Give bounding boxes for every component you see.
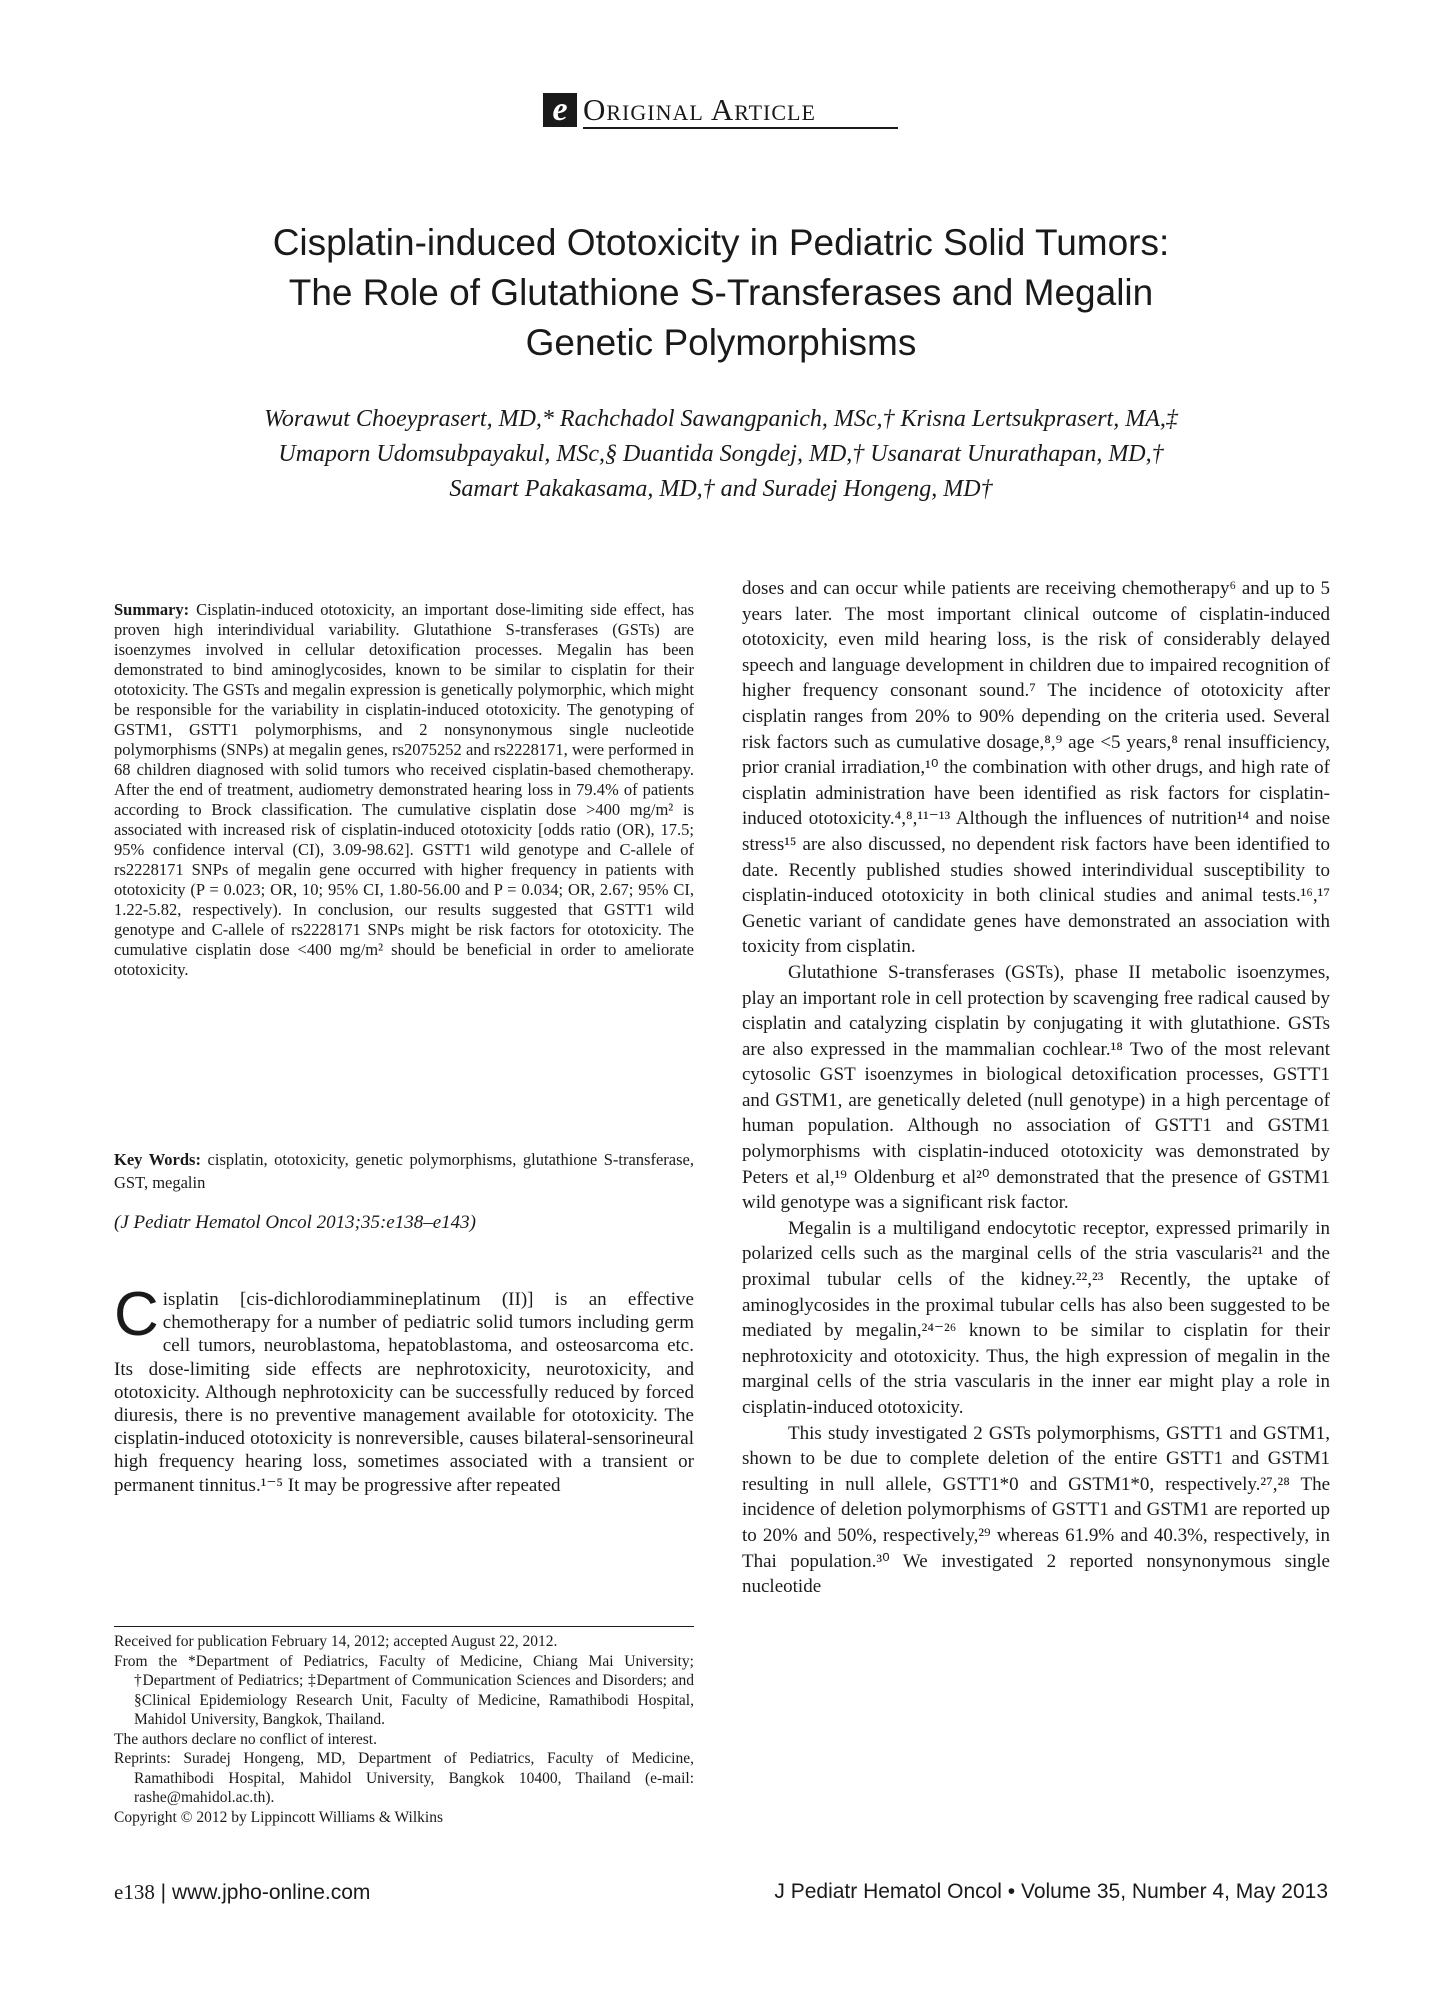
body-paragraph: Glutathione S-transferases (GSTs), phase II metabolic isoenzymes, play an important role in cell protection by scavenging free radical caused by cisplatin and catalyzing cisplatin by conjugating it with glutathione. GSTs are also expressed in the mammalian cochlear.¹⁸ Two of the most relevant cytosolic GST isoenzymes in biological detoxification processes, GSTT1 and GSTM1, are genetically deleted (null genotype) in a high percentage of human population. Although no association of GSTT1 and GSTM1 polymorphisms with cisplatin-induced ototoxicity was demonstrated by Peters et al,¹⁹ Oldenburg et al²⁰ demonstrated that the presence of GSTM1 wild genotype was a significant risk factor. [742, 961, 1330, 1214]
footnotes [114, 1632, 694, 1827]
section-rule [583, 127, 898, 129]
footnote-affiliations: From the *Department of Pediatrics, Faculty of Medicine, Chiang Mai University; †Department of Pediatrics; ‡Department of Communication Sciences and Disorders; and §Clinical Epidemiology Research Unit, Faculty of Medicine, Ramathibodi Hospital, Mahidol University, Bangkok, Thailand. [114, 1652, 694, 1728]
e-logo-icon: e [543, 93, 577, 127]
body-paragraph: doses and can occur while patients are receiving chemotherapy⁶ and up to 5 years later. The most important clinical outcome of cisplatin-induced ototoxicity, even mild hearing loss, is the risk of considerably delayed speech and language development in children due to impaired recognition of higher frequency consonant sound.⁷ The incidence of ototoxicity after cisplatin ranges from 20% to 90% depending on the criteria used. Several risk factors such as cumulative dosage,⁸,⁹ age <5 years,⁸ renal insufficiency, prior cranial irradiation,¹⁰ the combination with other drugs, and high rate of cisplatin administration have been identified as risk factors for cisplatin-induced ototoxicity.⁴,⁸,¹¹⁻¹³ Although the influences of nutrition¹⁴ and noise stress¹⁵ are also discussed, no dependent risk factors have been identified to date. Recently published studies showed interindividual susceptibility to cisplatin-induced ototoxicity in both clinical studies and animal tests.¹⁶,¹⁷ Genetic variant of candidate genes have demonstrated an association with toxicity from cisplatin. [742, 578, 1330, 958]
summary-label: Summary: [114, 600, 190, 619]
page-number: e138 [114, 1880, 155, 1904]
title-line: Cisplatin-induced Ototoxicity in Pediatric Solid Tumors: [272, 222, 1170, 263]
intro-text: isplatin [cis-dichlorodiammineplatinum (II)] is an effective chemotherapy for a number of pediatric solid tumors including germ cell tumors, neuroblastoma, hepatoblastoma, and osteosarcoma etc. Its dose-limiting side effects are nephrotoxicity, neurotoxicity, and ototoxicity. Although nephrotoxicity can be successfully reduced by forced diuresis, there is no preventive management available for ototoxicity. The cisplatin-induced ototoxicity is nonreversible, causes bilateral-sensorineural high frequency hearing loss, sometimes associated with a transient or permanent tinnitus.¹⁻⁵ It may be progressive after repeated [114, 1289, 694, 1496]
page-footer-right: J Pediatr Hematol Oncol • Volume 35, Number 4, May 2013 [774, 1880, 1328, 1903]
summary-text: Cisplatin-induced ototoxicity, an important dose-limiting side effect, has proven high interindividual variability. Glutathione S-transferases (GSTs) are isoenzymes involved in cellular detoxification processes. Megalin has been demonstrated to bind aminoglycosides, known to be similar to cisplatin for their ototoxicity. The GSTs and megalin expression is genetically polymorphic, which might be responsible for the variability in cisplatin-induced ototoxicity. The genotyping of GSTM1, GSTT1 polymorphisms, and 2 nonsynonymous single nucleotide polymorphisms (SNPs) at megalin genes, rs2075252 and rs2228171, were performed in 68 children diagnosed with solid tumors who received cisplatin-based chemotherapy. After the end of treatment, audiometry demonstrated hearing loss in 79.4% of patients according to Brock classification. The cumulative cisplatin dose >400 mg/m² is associated with increased risk of cisplatin-induced ototoxicity [odds ratio (OR), 17.5; 95% confidence interval (CI), 3.09-98.62]. GSTT1 wild genotype and C-allele of rs2228171 SNPs of megalin gene occurred with higher frequency in patients with ototoxicity (P = 0.023; OR, 10; 95% CI, 1.80-56.00 and P = 0.034; OR, 2.67; 95% CI, 1.22-5.82, respectively). In conclusion, our results suggested that GSTT1 wild genotype and C-allele of rs2228171 SNPs might be risk factors for ototoxicity. The cumulative cisplatin dose <400 mg/m² should be beneficial in order to ameliorate ototoxicity. [114, 600, 694, 979]
author-line: Umaporn Udomsubpayakul, MSc,§ Duantida Songdej, MD,† Usanarat Unurathapan, MD,† [278, 441, 1164, 467]
journal-site: | www.jpho-online.com [154, 1881, 371, 1904]
right-column [742, 576, 1330, 1600]
footnote-copyright: Copyright © 2012 by Lippincott Williams & Wilkins [114, 1808, 443, 1826]
article-title [80, 218, 1362, 368]
title-line: The Role of Glutathione S-Transferases and Megalin [288, 272, 1154, 313]
keywords [114, 1148, 694, 1194]
footnote-reprints: Reprints: Suradej Hongeng, MD, Department of Pediatrics, Faculty of Medicine, Ramathibodi Hospital, Mahidol University, Bangkok 10400, Thailand (e-mail: rashe@mahidol.ac.th). [114, 1750, 694, 1806]
keywords-text: cisplatin, ototoxicity, genetic polymorphisms, glutathione S-transferase, GST, megalin [114, 1150, 694, 1192]
section-badge [543, 92, 816, 128]
citation: (J Pediatr Hematol Oncol 2013;35:e138–e143) [114, 1212, 476, 1233]
title-line: Genetic Polymorphisms [525, 322, 917, 363]
page-footer-left [114, 1880, 370, 1905]
footnote-rule [114, 1626, 694, 1627]
author-line: Worawut Choeyprasert, MD,* Rachchadol Sawangpanich, MSc,† Krisna Lertsukprasert, MA,‡ [264, 406, 1178, 432]
author-line: Samart Pakakasama, MD,† and Suradej Hongeng, MD† [449, 476, 993, 502]
section-label: Original Article [583, 92, 816, 127]
body-paragraph: Megalin is a multiligand endocytotic receptor, expressed primarily in polarized cells such as the marginal cells of the stria vascularis²¹ and the proximal tubular cells of the kidney.²²,²³ Recently, the uptake of aminoglycosides in the proximal tubular cells has also been suggested to be mediated by megalin,²⁴⁻²⁶ known to be similar to cisplatin for their nephrotoxicity and ototoxicity. Thus, the high expression of megalin in the marginal cells of the stria vascularis in the inner ear might play a role in cisplatin-induced ototoxicity. [742, 1217, 1330, 1418]
author-list [80, 402, 1362, 507]
abstract [114, 600, 694, 980]
footnote-conflict: The authors declare no conflict of interest. [114, 1730, 377, 1748]
footnote-received: Received for publication February 14, 2012; accepted August 22, 2012. [114, 1633, 558, 1650]
drop-cap: C [114, 1280, 159, 1349]
intro-paragraph [114, 1280, 694, 1497]
body-paragraph: This study investigated 2 GSTs polymorphisms, GSTT1 and GSTM1, shown to be due to complete deletion of the entire GSTT1 and GSTM1 resulting in null allele, GSTT1*0 and GSTM1*0, respectively.²⁷,²⁸ The incidence of deletion polymorphisms of GSTT1 and GSTM1 are reported up to 20% and 50%, respectively,²⁹ whereas 61.9% and 40.3%, respectively, in Thai population.³⁰ We investigated 2 reported nonsynonymous single nucleotide [742, 1422, 1330, 1598]
keywords-label: Key Words: [114, 1150, 201, 1169]
